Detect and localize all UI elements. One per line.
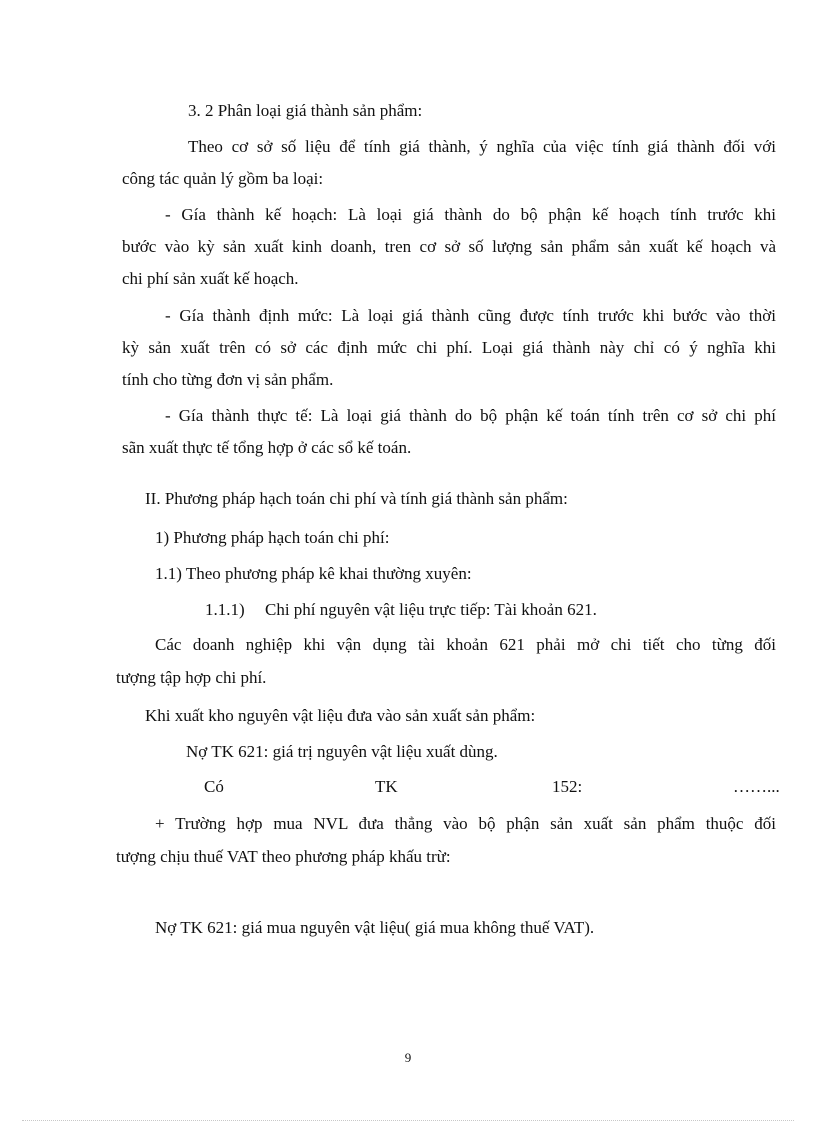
paragraph-line: Các doanh nghiệp khi vận dụng tài khoản 621 phải mở chi tiết cho từng đối	[155, 635, 776, 654]
journal-entry-credit-amount: ……...	[733, 777, 780, 796]
paragraph-line: bước vào kỳ sản xuất kinh doanh, tren cơ sở số lượng sản phẩm sản xuất kế hoạch và	[122, 237, 776, 256]
journal-entry-credit-account: 152:	[552, 777, 583, 796]
paragraph-line: - Gía thành kế hoạch: Là loại giá thành do bộ phận kế hoạch tính trước khi	[165, 205, 776, 224]
paragraph-line: sãn xuất thực tế tổng hợp ở các sổ kế toán.	[122, 438, 412, 457]
journal-entry-credit-account-label: TK	[375, 777, 398, 796]
page-number: 9	[404, 1050, 412, 1065]
section-heading: II. Phương pháp hạch toán chi phí và tính giá thành sản phẩm:	[145, 489, 568, 508]
paragraph-line: chi phí sản xuất kế hoạch.	[122, 269, 299, 288]
paragraph-line: tính cho từng đơn vị sản phẩm.	[122, 370, 334, 389]
subsection-number: 1.1.1)	[205, 600, 245, 619]
paragraph-line: tượng tập hợp chi phí.	[116, 668, 267, 687]
paragraph-line: + Trường hợp mua NVL đưa thẳng vào bộ phận sản xuất sản phẩm thuộc đối	[155, 814, 776, 833]
journal-entry-debit: Nợ TK 621: giá trị nguyên vật liệu xuất dùng.	[186, 742, 498, 761]
subsection-title: Chi phí nguyên vật liệu trực tiếp: Tài khoản 621.	[265, 600, 597, 619]
paragraph-line: - Gía thành định mức: Là loại giá thành cũng được tính trước khi bước vào thời	[165, 306, 776, 325]
journal-entry-credit-word: Có	[204, 777, 224, 796]
subsection-heading: 1) Phương pháp hạch toán chi phí:	[155, 528, 390, 547]
paragraph-line: kỳ sản xuất trên có sở các định mức chi phí. Loại giá thành này chỉ có ý nghĩa khi	[122, 338, 776, 357]
paragraph-line: Theo cơ sở số liệu để tính giá thành, ý nghĩa của việc tính giá thành đối với	[188, 137, 776, 156]
paragraph-line: Khi xuất kho nguyên vật liệu đưa vào sản xuất sản phẩm:	[145, 706, 536, 725]
paragraph-line: công tác quản lý gồm ba loại:	[122, 169, 324, 188]
section-heading: 3. 2 Phân loại giá thành sản phẩm:	[188, 101, 423, 120]
subsection-heading: 1.1) Theo phương pháp kê khai thường xuyên:	[155, 564, 472, 583]
page-bottom-rule	[22, 1120, 794, 1121]
paragraph-line: - Gía thành thực tế: Là loại giá thành do bộ phận kế toán tính trên cơ sở chi phí	[165, 406, 776, 425]
paragraph-line: tượng chịu thuế VAT theo phương pháp khấu trừ:	[116, 847, 451, 866]
journal-entry-debit: Nợ TK 621: giá mua nguyên vật liệu( giá mua không thuế VAT).	[155, 918, 595, 937]
